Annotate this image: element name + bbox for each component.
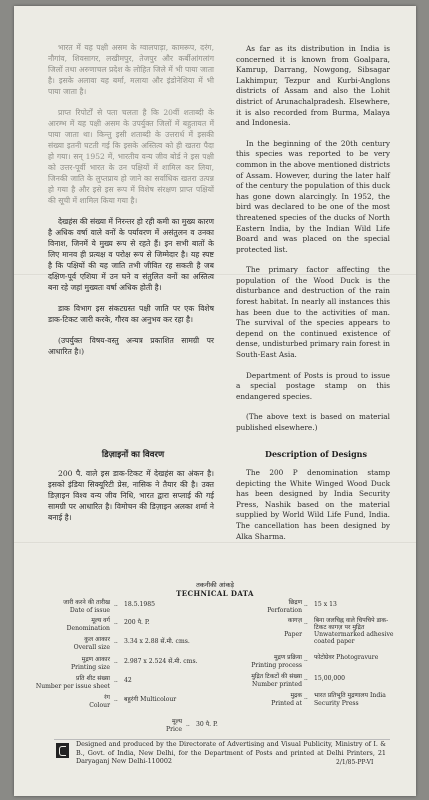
hindi-paragraph: प्राप्त रिपोर्टों से पता चलता है कि 20वीं शताब्दी के आरम्भ में यह पक्षी असम के उपर्युक्त जिलों में बहुतायत में पाया जाता था। किन्तु इसी शताब्दी के उत्तरार्ध में इसकी संख्या इतनी घटती गई कि इसके अस्तित्व को ही खतरा पैदा हो गया। सन् 1952 में, भारतीय वन्य जीव बोर्ड ने इस पक्षी को उत्तर-पूर्वी भारत के उन पक्षियों में शामिल कर लिया, जिनकी जाति के लुप्तप्राय हो जाने का सर्वाधिक खतरा उत्पन्न हो गया है और इसे इस रूप में विशेष संरक्षण प्राप्त पक्षियों की सूची में शामिल किया गया है। bbox=[48, 108, 214, 205]
price-label-hindi: मूल्य bbox=[172, 718, 182, 725]
footer-credit: Designed and produced by the Directorate of Advertising and Visual Publicity, Ministry of I. & B., Govt. of India, New Delhi, for the Department of Posts and printed at Delhi Printers, 21 Daryaganj New Delhi-110002 bbox=[76, 740, 386, 766]
footer-code: 2/1/85-PP-VI bbox=[336, 759, 374, 766]
tech-separator: .. bbox=[114, 601, 118, 608]
price-separator: .. bbox=[186, 721, 190, 728]
tech-separator: .. bbox=[304, 694, 308, 701]
english-paragraph: As far as its distribution in India is concerned it is known from Goalpara, Kamrup, Darrang, Nowgong, Sibsagar Lakhimpur, Tezpur and Kurbi-Anglons districts of Assam and also the Lohit district of Arunachalpradesh. Elsewhere, it is also recorded from Burma, Malaya and Indonesia. bbox=[236, 44, 390, 128]
tech-separator: .. bbox=[114, 638, 118, 645]
tech-label-english: Number per issue sheet bbox=[35, 683, 110, 690]
hindi-paragraph: (उपर्युक्त विषय-वस्तु अन्यत्र प्रकाशित सामग्री पर आधारित है।) bbox=[48, 336, 214, 356]
tech-label-english: Printed at bbox=[271, 700, 302, 707]
tech-label-hindi: छिद्रण bbox=[288, 599, 302, 606]
tech-label-english: Date of issue bbox=[69, 607, 110, 614]
information-sheet bbox=[14, 6, 416, 796]
tech-value: 18.5.1985 bbox=[124, 601, 156, 608]
english-paragraph: (The above text is based on material published elsewhere.) bbox=[236, 412, 390, 432]
english-paragraph: Department of Posts is proud to issue a special postage stamp on this endangered species. bbox=[236, 370, 390, 401]
hindi-paragraph: देखहंस की संख्या में निरन्तर हो रही कमी का मुख्य कारण है अधिक वर्षा वाले वनों के पर्यावरण में असंतुलन व उनका विनाश, जिनमें ये मुख्य रूप से रहते हैं। इन सभी बातों के लिए मानव ही प्रत्यक्ष व परोक्ष रूप से जिम्मेदार है। यह स्पष्ट है कि पक्षियों की यह जाति तभी जीवित रह सकती है जब दक्षिण-पूर्व एशिया में उन घने व संतुलित वनों का अस्तित्व बना रहे जहां मुख्यतः वर्षा अधिक होती है। bbox=[48, 217, 214, 292]
design-heading-english: Description of Designs bbox=[265, 449, 367, 459]
technical-data-title-hindi: तकनीकी आंकड़े bbox=[196, 581, 234, 589]
price-row bbox=[134, 718, 294, 736]
tech-value: 200 पै. P. bbox=[124, 619, 150, 626]
tech-label-hindi: मुद्रक bbox=[290, 692, 302, 699]
tech-value: बिना जलचिह्न वाले चिपचिपे डाक-टिकट कागज़ पर मुद्रित Unwatermarked adhesive coated paper bbox=[314, 617, 394, 645]
tech-separator: .. bbox=[304, 675, 308, 682]
tech-label-english: Printing size bbox=[71, 664, 110, 671]
tech-label-hindi: कागज़ bbox=[287, 617, 302, 624]
price-label-english: Price bbox=[166, 726, 182, 733]
tech-label-hindi: कुल आकार bbox=[84, 636, 110, 643]
design-heading-hindi: डिज़ाइनों का विवरण bbox=[101, 450, 165, 460]
english-design-column bbox=[236, 468, 390, 552]
english-paragraph: The primary factor affecting the population of the Wood Duck is the disturbance and destruction of the rain forest habitat. In nearly all instances this has been due to the activities of man. The survival of the species appears to depend on the continued existence of dense, undisturbed primary rain forest in South-East Asia. bbox=[236, 265, 390, 360]
tech-value: 15,00,000 bbox=[314, 675, 346, 682]
tech-value: 15 x 13 bbox=[314, 601, 337, 608]
tech-label-english: Overall size bbox=[73, 644, 110, 651]
tech-separator: .. bbox=[114, 619, 118, 626]
tech-label-hindi: मुद्रित टिकटों की संख्या bbox=[251, 673, 302, 680]
tech-label-english: Number printed bbox=[251, 681, 302, 688]
hindi-design-column bbox=[48, 468, 214, 533]
tech-label-hindi: मूल्य वर्ग bbox=[91, 617, 110, 624]
tech-value: 2.987 x 2.524 सें.मी. cms. bbox=[124, 658, 198, 665]
technical-data-title-english: TECHNICAL DATA bbox=[176, 589, 254, 598]
tech-label-hindi: जारी करने की तारीख bbox=[63, 599, 110, 606]
tech-separator: .. bbox=[304, 656, 308, 663]
tech-separator: .. bbox=[304, 601, 308, 608]
hindi-design-paragraph: 200 पै. वाले इस डाक-टिकट में देखहंस का अंकन है। इसको इंडिया सिक्यूरिटी प्रेस, नासिक ने तैयार की है। उक्त डिज़ाइन विश्व वन्य जीव निधि, भारत द्वारा सप्लाई की गई सामग्री पर आधारित है। विमोचन की डिज़ाइन अलका शर्मा ने बनाई है। bbox=[48, 469, 214, 522]
tech-value: भारत प्रतिभूति मुद्रणालय India Security Press bbox=[314, 692, 386, 707]
tech-label-english: Denomination bbox=[66, 625, 110, 632]
english-text-column bbox=[236, 44, 390, 444]
tech-separator: .. bbox=[304, 619, 308, 626]
tech-value: बहुरंगी Multicolour bbox=[124, 696, 177, 703]
tech-label-hindi: प्रति शीट संख्या bbox=[76, 675, 110, 682]
dvp-logo-icon bbox=[56, 743, 69, 758]
tech-separator: .. bbox=[114, 696, 118, 703]
tech-label-english: Perforation bbox=[267, 607, 302, 614]
tech-label-english: Colour bbox=[89, 702, 110, 709]
tech-separator: .. bbox=[114, 677, 118, 684]
tech-label-english: Paper bbox=[284, 631, 302, 638]
tech-label-english: Printing process bbox=[251, 662, 302, 669]
hindi-paragraph: भारत में यह पक्षी असम के ग्वालपाड़ा, कामरूप, दरंग, नौगांव, शिवसागर, लखीमपुर, तेजपुर और कर्बीआंगलांग जिलों तथा अरुणाचल प्रदेश के लोहित जिले में भी पाया जाता है। इसके अलावा यह बर्मा, मलाया और इंडोनेशिया में भी पाया जाता है। bbox=[48, 43, 214, 96]
hindi-text-column bbox=[48, 42, 214, 367]
hindi-paragraph: डाक विभाग इस संकटग्रस्त पक्षी जाति पर एक विशेष डाक-टिकट जारी करके, गौरव का अनुभव कर रहा है। bbox=[48, 304, 214, 324]
price-value: 30 पै. P. bbox=[196, 721, 218, 728]
english-paragraph: In the beginning of the 20th century this species was reported to be very common in the above mentioned districts of Assam. However, during the later half of the century the population of this duck has gone down alarcingly. In 1952, the bird was declared to be one of the most threatened species of the ducks of North Eastern India, by the Indian Wild Life Board and was placed on the special protected list. bbox=[236, 138, 390, 254]
tech-value: 3.34 x 2.88 सें.मी. cms. bbox=[124, 638, 190, 645]
tech-label-hindi: रंग bbox=[104, 694, 110, 701]
tech-label-hindi: मुद्रण प्रक्रिया bbox=[273, 654, 302, 661]
tech-label-hindi: मुद्रण आकार bbox=[81, 656, 110, 663]
tech-value: फोटोग्रेवर Photogravure bbox=[314, 654, 379, 661]
tech-value: 42 bbox=[124, 677, 132, 684]
english-design-paragraph: The 200 P denomination stamp depicting the White Winged Wood Duck has been designed by India Security Press, Nashik based on the material supplied by World Wild Life Fund, India. The cancellation has been designed by Alka Sharma. bbox=[236, 468, 390, 541]
tech-separator: .. bbox=[114, 658, 118, 665]
